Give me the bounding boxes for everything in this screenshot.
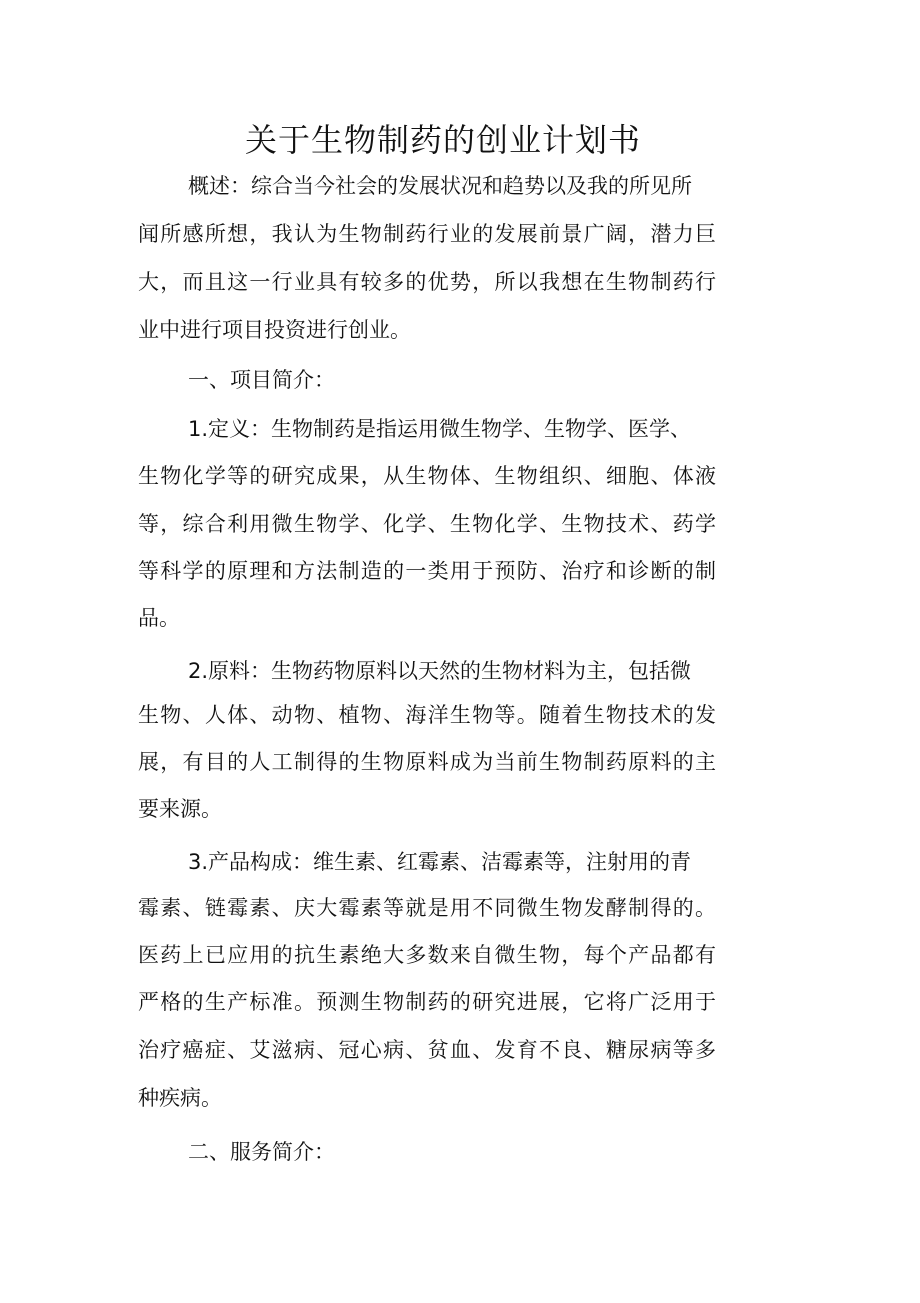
paragraph-line: 霉素、链霉素、庆大霉素等就是用不同微生物发酵制得的。	[138, 896, 716, 920]
paragraph-line: 闻所感所想，我认为生物制药行业的发展前景广阔，潜力巨	[138, 222, 716, 246]
paragraph-line: 生物、人体、动物、植物、海洋生物等。随着生物技术的发	[138, 703, 716, 727]
paragraph-line: 业中进行项目投资进行创业。	[138, 318, 411, 342]
paragraph-line: 大，而且这一行业具有较多的优势，所以我想在生物制药行	[138, 270, 716, 294]
paragraph-line: 概述：综合当今社会的发展状况和趋势以及我的所见所	[188, 174, 692, 198]
paragraph-line: 要来源。	[138, 797, 222, 821]
paragraph-line: 生物化学等的研究成果，从生物体、生物组织、细胞、体液	[138, 464, 716, 488]
paragraph-line: 2.原料：生物药物原料以天然的生物材料为主，包括微	[188, 659, 692, 683]
paragraph-line: 等科学的原理和方法制造的一类用于预防、治疗和诊断的制	[138, 559, 716, 583]
document-title: 关于生物制药的创业计划书	[244, 121, 641, 159]
paragraph-line: 展，有目的人工制得的生物原料成为当前生物制药原料的主	[138, 750, 716, 774]
paragraph-line: 种疾病。	[138, 1086, 222, 1110]
paragraph-line: 品。	[138, 606, 180, 630]
paragraph-line: 治疗癌症、艾滋病、冠心病、贫血、发育不良、糖尿病等多	[138, 1038, 716, 1062]
paragraph-line: 医药上已应用的抗生素绝大多数来自微生物，每个产品都有	[138, 943, 716, 967]
paragraph-line: 1.定义：生物制药是指运用微生物学、生物学、医学、	[188, 417, 692, 441]
section-heading: 一、项目简介：	[188, 368, 335, 392]
paragraph-line: 3.产品构成：维生素、红霉素、洁霉素等，注射用的青	[188, 850, 692, 874]
section-heading: 二、服务简介：	[188, 1140, 335, 1164]
paragraph-line: 严格的生产标准。预测生物制药的研究进展，它将广泛用于	[138, 990, 716, 1014]
paragraph-line: 等，综合利用微生物学、化学、生物化学、生物技术、药学	[138, 512, 716, 536]
